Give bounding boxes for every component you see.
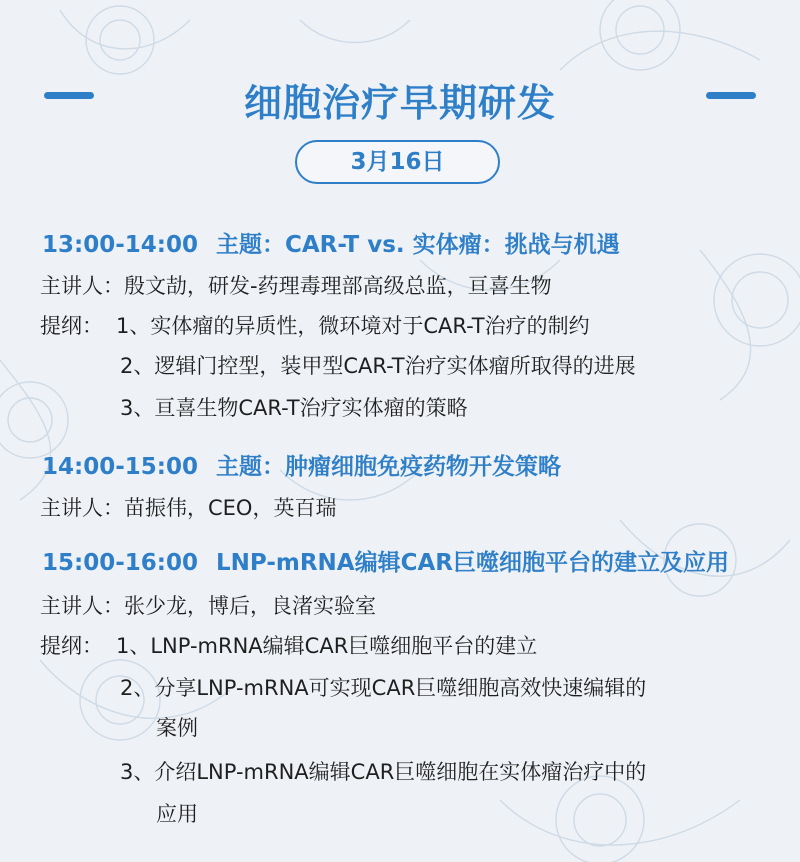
speaker-line: 主讲人：殷文劼，研发-药理毒理部高级总监，亘喜生物 (40, 274, 552, 298)
session-topic: 主题：肿瘤细胞免疫药物开发策略 (215, 454, 561, 480)
outline-item: 3、亘喜生物CAR-T治疗实体瘤的策略 (120, 396, 468, 420)
session-time: 14:00-15:00 (42, 454, 198, 480)
session-time: 13:00-14:00 (42, 232, 198, 258)
outline-item: 3、介绍LNP-mRNA编辑CAR巨噬细胞在实体瘤治疗中的 (120, 760, 647, 784)
outline-item-continuation: 应用 (156, 802, 198, 826)
session-topic: 主题：CAR-T vs. 实体瘤：挑战与机遇 (215, 232, 620, 258)
session-header (42, 544, 729, 577)
outline-label: 提纲： (40, 314, 103, 338)
header-bar-right (706, 92, 756, 99)
page-title: 细胞治疗早期研发 (243, 81, 556, 125)
outline-item: 2、分享LNP-mRNA可实现CAR巨噬细胞高效快速编辑的 (120, 676, 647, 700)
session-header (42, 226, 620, 259)
speaker-line: 主讲人：苗振伟，CEO，英百瑞 (40, 496, 337, 520)
outline-item: 1、实体瘤的异质性，微环境对于CAR-T治疗的制约 (116, 314, 590, 338)
date-badge: 3月16日 (295, 140, 500, 184)
session-topic: LNP-mRNA编辑CAR巨噬细胞平台的建立及应用 (215, 550, 729, 576)
session-header (42, 448, 561, 481)
speaker-line: 主讲人：张少龙，博后，良渚实验室 (40, 594, 376, 618)
outline-item: 2、逻辑门控型，装甲型CAR-T治疗实体瘤所取得的进展 (120, 354, 636, 378)
outline-label: 提纲： (40, 634, 103, 658)
session-time: 15:00-16:00 (42, 550, 198, 576)
outline-item: 1、LNP-mRNA编辑CAR巨噬细胞平台的建立 (116, 634, 538, 658)
outline-item-continuation: 案例 (156, 716, 198, 740)
